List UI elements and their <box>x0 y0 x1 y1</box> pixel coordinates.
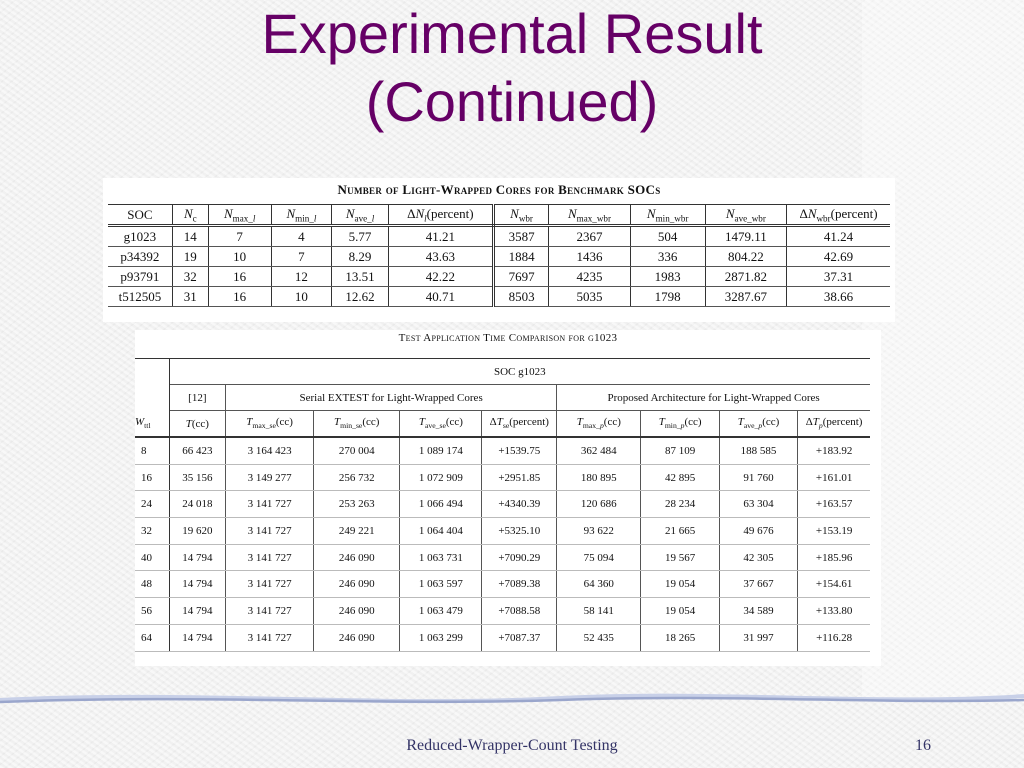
table2-cell: 37 667 <box>719 571 797 598</box>
light-wrapped-cores-table <box>108 204 890 307</box>
table2-row <box>135 491 870 518</box>
table2-cell: 180 895 <box>557 464 641 491</box>
table1-cell: 8.29 <box>332 247 389 267</box>
table2-cell: +116.28 <box>798 624 870 651</box>
table2-group2-header: Proposed Architecture for Light-Wrapped Cores <box>557 385 870 411</box>
table1-cell: 336 <box>630 247 705 267</box>
table2-cell: 253 263 <box>314 491 400 518</box>
table2-cell: 91 760 <box>719 464 797 491</box>
table2-row <box>135 544 870 571</box>
table1-header: $N_{max\_l}$ <box>208 205 271 226</box>
table1-row <box>108 226 890 247</box>
table2-cell: 270 004 <box>314 437 400 464</box>
table2-cell: 3 164 423 <box>226 437 314 464</box>
table2-cell: 246 090 <box>314 571 400 598</box>
title-line-1: Experimental Result <box>261 2 763 65</box>
table1-row <box>108 247 890 267</box>
table1-cell: 13.51 <box>332 267 389 287</box>
table2-header: $T_{max\_se}(cc)$ <box>226 411 314 438</box>
table2-cell: 8 <box>135 437 169 464</box>
table1-cell: 41.21 <box>388 226 493 247</box>
footer-wave-line <box>0 688 1024 714</box>
table2-cell: 120 686 <box>557 491 641 518</box>
table1-cell: 2871.82 <box>705 267 786 287</box>
table1-header: $N_{min\_wbr}$ <box>630 205 705 226</box>
table1-header: $N_{ave\_wbr}$ <box>705 205 786 226</box>
table2-ref-header: [12] <box>169 385 225 411</box>
table1-cell: 2367 <box>549 226 630 247</box>
table2-cell: 3 141 727 <box>226 598 314 625</box>
table1-cell: 3287.67 <box>705 287 786 307</box>
table1-header: $N_{max\_wbr}$ <box>549 205 630 226</box>
table2-cell: +4340.39 <box>482 491 557 518</box>
table2-cell: 19 620 <box>169 518 225 545</box>
table2-cell: 14 794 <box>169 544 225 571</box>
table1-cell: p93791 <box>108 267 172 287</box>
table2-row <box>135 518 870 545</box>
table2-cell: 87 109 <box>641 437 719 464</box>
table2-row <box>135 598 870 625</box>
table2-header: $T_{min\_p}(cc)$ <box>641 411 719 438</box>
table2-soc-header: SOC g1023 <box>169 359 870 385</box>
table1-cell: t512505 <box>108 287 172 307</box>
table1-cell: 1479.11 <box>705 226 786 247</box>
table1-cell: 8503 <box>493 287 549 307</box>
table2-cell: 56 <box>135 598 169 625</box>
table1-cell: 37.31 <box>787 267 890 287</box>
table2-cell: +154.61 <box>798 571 870 598</box>
table2-cell: 48 <box>135 571 169 598</box>
table2-cell: +7089.38 <box>482 571 557 598</box>
table1-header: $N_{min\_l}$ <box>271 205 332 226</box>
table2-header: $\Delta T_{se}(percent)$ <box>482 411 557 438</box>
slide-title <box>0 0 1024 136</box>
table2-cell: +1539.75 <box>482 437 557 464</box>
table1-cell: 10 <box>271 287 332 307</box>
title-line-2: (Continued) <box>365 70 659 133</box>
table2-header: $\Delta T_p(percent)$ <box>798 411 870 438</box>
table1-cell: 16 <box>208 287 271 307</box>
table1-cell: 38.66 <box>787 287 890 307</box>
table2-cell: 14 794 <box>169 598 225 625</box>
table2-header: $W_{ttl}$ <box>135 411 169 438</box>
table1-cell: 5035 <box>549 287 630 307</box>
table2-cell: 1 064 404 <box>400 518 482 545</box>
table2-cell: 246 090 <box>314 624 400 651</box>
table1-cell: 40.71 <box>388 287 493 307</box>
table2-cell: 93 622 <box>557 518 641 545</box>
table2-cell: +7090.29 <box>482 544 557 571</box>
table1-header: $\Delta N_l(percent)$ <box>388 205 493 226</box>
table1-cell: 41.24 <box>787 226 890 247</box>
table2-header-row <box>135 359 870 385</box>
table2-header: $T_{ave\_p}(cc)$ <box>719 411 797 438</box>
table1-cell: 19 <box>172 247 208 267</box>
table2-cell: +185.96 <box>798 544 870 571</box>
table2-cell: 1 066 494 <box>400 491 482 518</box>
table2-header-row <box>135 411 870 438</box>
table2-cell: 188 585 <box>719 437 797 464</box>
table2-cell: 14 794 <box>169 571 225 598</box>
table2-cell: 19 054 <box>641 598 719 625</box>
table2-cell: 256 732 <box>314 464 400 491</box>
table2-cell: 3 141 727 <box>226 544 314 571</box>
table2-cell: 18 265 <box>641 624 719 651</box>
table2-cell: 75 094 <box>557 544 641 571</box>
table1-cell: 804.22 <box>705 247 786 267</box>
table2-cell: +7088.58 <box>482 598 557 625</box>
table1-cell: 3587 <box>493 226 549 247</box>
table2-cell: 1 063 299 <box>400 624 482 651</box>
footer-text: Reduced-Wrapper-Count Testing <box>406 737 618 754</box>
test-time-comparison-table-image <box>135 330 881 666</box>
table1-cell: 42.69 <box>787 247 890 267</box>
table1-header: $N_{wbr}$ <box>493 205 549 226</box>
table2-cell: 64 360 <box>557 571 641 598</box>
table1-cell: 43.63 <box>388 247 493 267</box>
table2-header: $T_{max\_p}(cc)$ <box>557 411 641 438</box>
table2-cell: +161.01 <box>798 464 870 491</box>
table2-cell: 42 305 <box>719 544 797 571</box>
table2-cell: 28 234 <box>641 491 719 518</box>
table1-header: $\Delta N_{wbr}(percent)$ <box>787 205 890 226</box>
table1-cell: 32 <box>172 267 208 287</box>
table2-cell: 1 063 731 <box>400 544 482 571</box>
table2-row <box>135 437 870 464</box>
table1-cell: 4 <box>271 226 332 247</box>
table2-cell: 49 676 <box>719 518 797 545</box>
light-wrapped-cores-table-image <box>103 178 895 322</box>
table2-header: $T_{min\_se}(cc)$ <box>314 411 400 438</box>
table2-cell: 3 141 727 <box>226 624 314 651</box>
table2-cell: 31 997 <box>719 624 797 651</box>
table2-cell: 249 221 <box>314 518 400 545</box>
table2-cell: 19 567 <box>641 544 719 571</box>
table2-cell: +163.57 <box>798 491 870 518</box>
table2-cell: 42 895 <box>641 464 719 491</box>
table2-cell: 3 141 727 <box>226 491 314 518</box>
table2-cell: 1 089 174 <box>400 437 482 464</box>
table2-row <box>135 571 870 598</box>
table2-caption: Test Application Time Comparison for g1023 <box>398 332 618 344</box>
table1-cell: 7 <box>271 247 332 267</box>
page-number: 16 <box>915 737 931 754</box>
table1-row <box>108 287 890 307</box>
table2-cell: 1 063 479 <box>400 598 482 625</box>
table2-cell: 19 054 <box>641 571 719 598</box>
table2-group1-header: Serial EXTEST for Light-Wrapped Cores <box>226 385 557 411</box>
table2-cell: 3 141 727 <box>226 571 314 598</box>
table1-cell: 7 <box>208 226 271 247</box>
table2-row <box>135 624 870 651</box>
table1-cell: 10 <box>208 247 271 267</box>
table2-cell: 3 149 277 <box>226 464 314 491</box>
table1-cell: 5.77 <box>332 226 389 247</box>
table2-cell: 58 141 <box>557 598 641 625</box>
table1-cell: 1798 <box>630 287 705 307</box>
table1-cell: 7697 <box>493 267 549 287</box>
table2-cell: 40 <box>135 544 169 571</box>
table1-caption: Number of Light-Wrapped Cores for Benchmark SOCs <box>337 182 661 197</box>
test-time-comparison-table <box>135 358 870 652</box>
table2-cell: +5325.10 <box>482 518 557 545</box>
table2-cell: 21 665 <box>641 518 719 545</box>
table2-cell: 24 018 <box>169 491 225 518</box>
table1-cell: 31 <box>172 287 208 307</box>
table1-cell: 1983 <box>630 267 705 287</box>
table2-cell: +2951.85 <box>482 464 557 491</box>
table1-row <box>108 267 890 287</box>
table1-cell: 504 <box>630 226 705 247</box>
table1-header: SOC <box>108 205 172 226</box>
table2-cell: +183.92 <box>798 437 870 464</box>
table2-header: T(cc) <box>169 411 225 438</box>
table1-header: $N_{ave\_l}$ <box>332 205 389 226</box>
table2-header: $T_{ave\_se}(cc)$ <box>400 411 482 438</box>
table2-cell: 246 090 <box>314 544 400 571</box>
table2-cell: +153.19 <box>798 518 870 545</box>
table2-header <box>135 385 169 411</box>
table2-cell: 1 063 597 <box>400 571 482 598</box>
table1-cell: p34392 <box>108 247 172 267</box>
table2-cell: 1 072 909 <box>400 464 482 491</box>
table1-header-row <box>108 205 890 226</box>
table2-cell: +7087.37 <box>482 624 557 651</box>
table1-cell: 1884 <box>493 247 549 267</box>
table1-cell: 14 <box>172 226 208 247</box>
table2-cell: 52 435 <box>557 624 641 651</box>
table2-header <box>135 359 169 385</box>
table2-cell: 66 423 <box>169 437 225 464</box>
table2-cell: 35 156 <box>169 464 225 491</box>
table2-row <box>135 464 870 491</box>
table2-cell: 362 484 <box>557 437 641 464</box>
table2-cell: 64 <box>135 624 169 651</box>
table1-cell: g1023 <box>108 226 172 247</box>
table2-cell: 63 304 <box>719 491 797 518</box>
table2-cell: 32 <box>135 518 169 545</box>
table1-cell: 16 <box>208 267 271 287</box>
table2-cell: 246 090 <box>314 598 400 625</box>
table2-cell: 14 794 <box>169 624 225 651</box>
table2-cell: 24 <box>135 491 169 518</box>
table2-cell: 34 589 <box>719 598 797 625</box>
table1-cell: 1436 <box>549 247 630 267</box>
table1-cell: 12.62 <box>332 287 389 307</box>
table1-cell: 12 <box>271 267 332 287</box>
table2-cell: 3 141 727 <box>226 518 314 545</box>
table2-header-row <box>135 385 870 411</box>
table1-cell: 4235 <box>549 267 630 287</box>
table1-header: $N_c$ <box>172 205 208 226</box>
table1-cell: 42.22 <box>388 267 493 287</box>
table2-cell: 16 <box>135 464 169 491</box>
table2-cell: +133.80 <box>798 598 870 625</box>
